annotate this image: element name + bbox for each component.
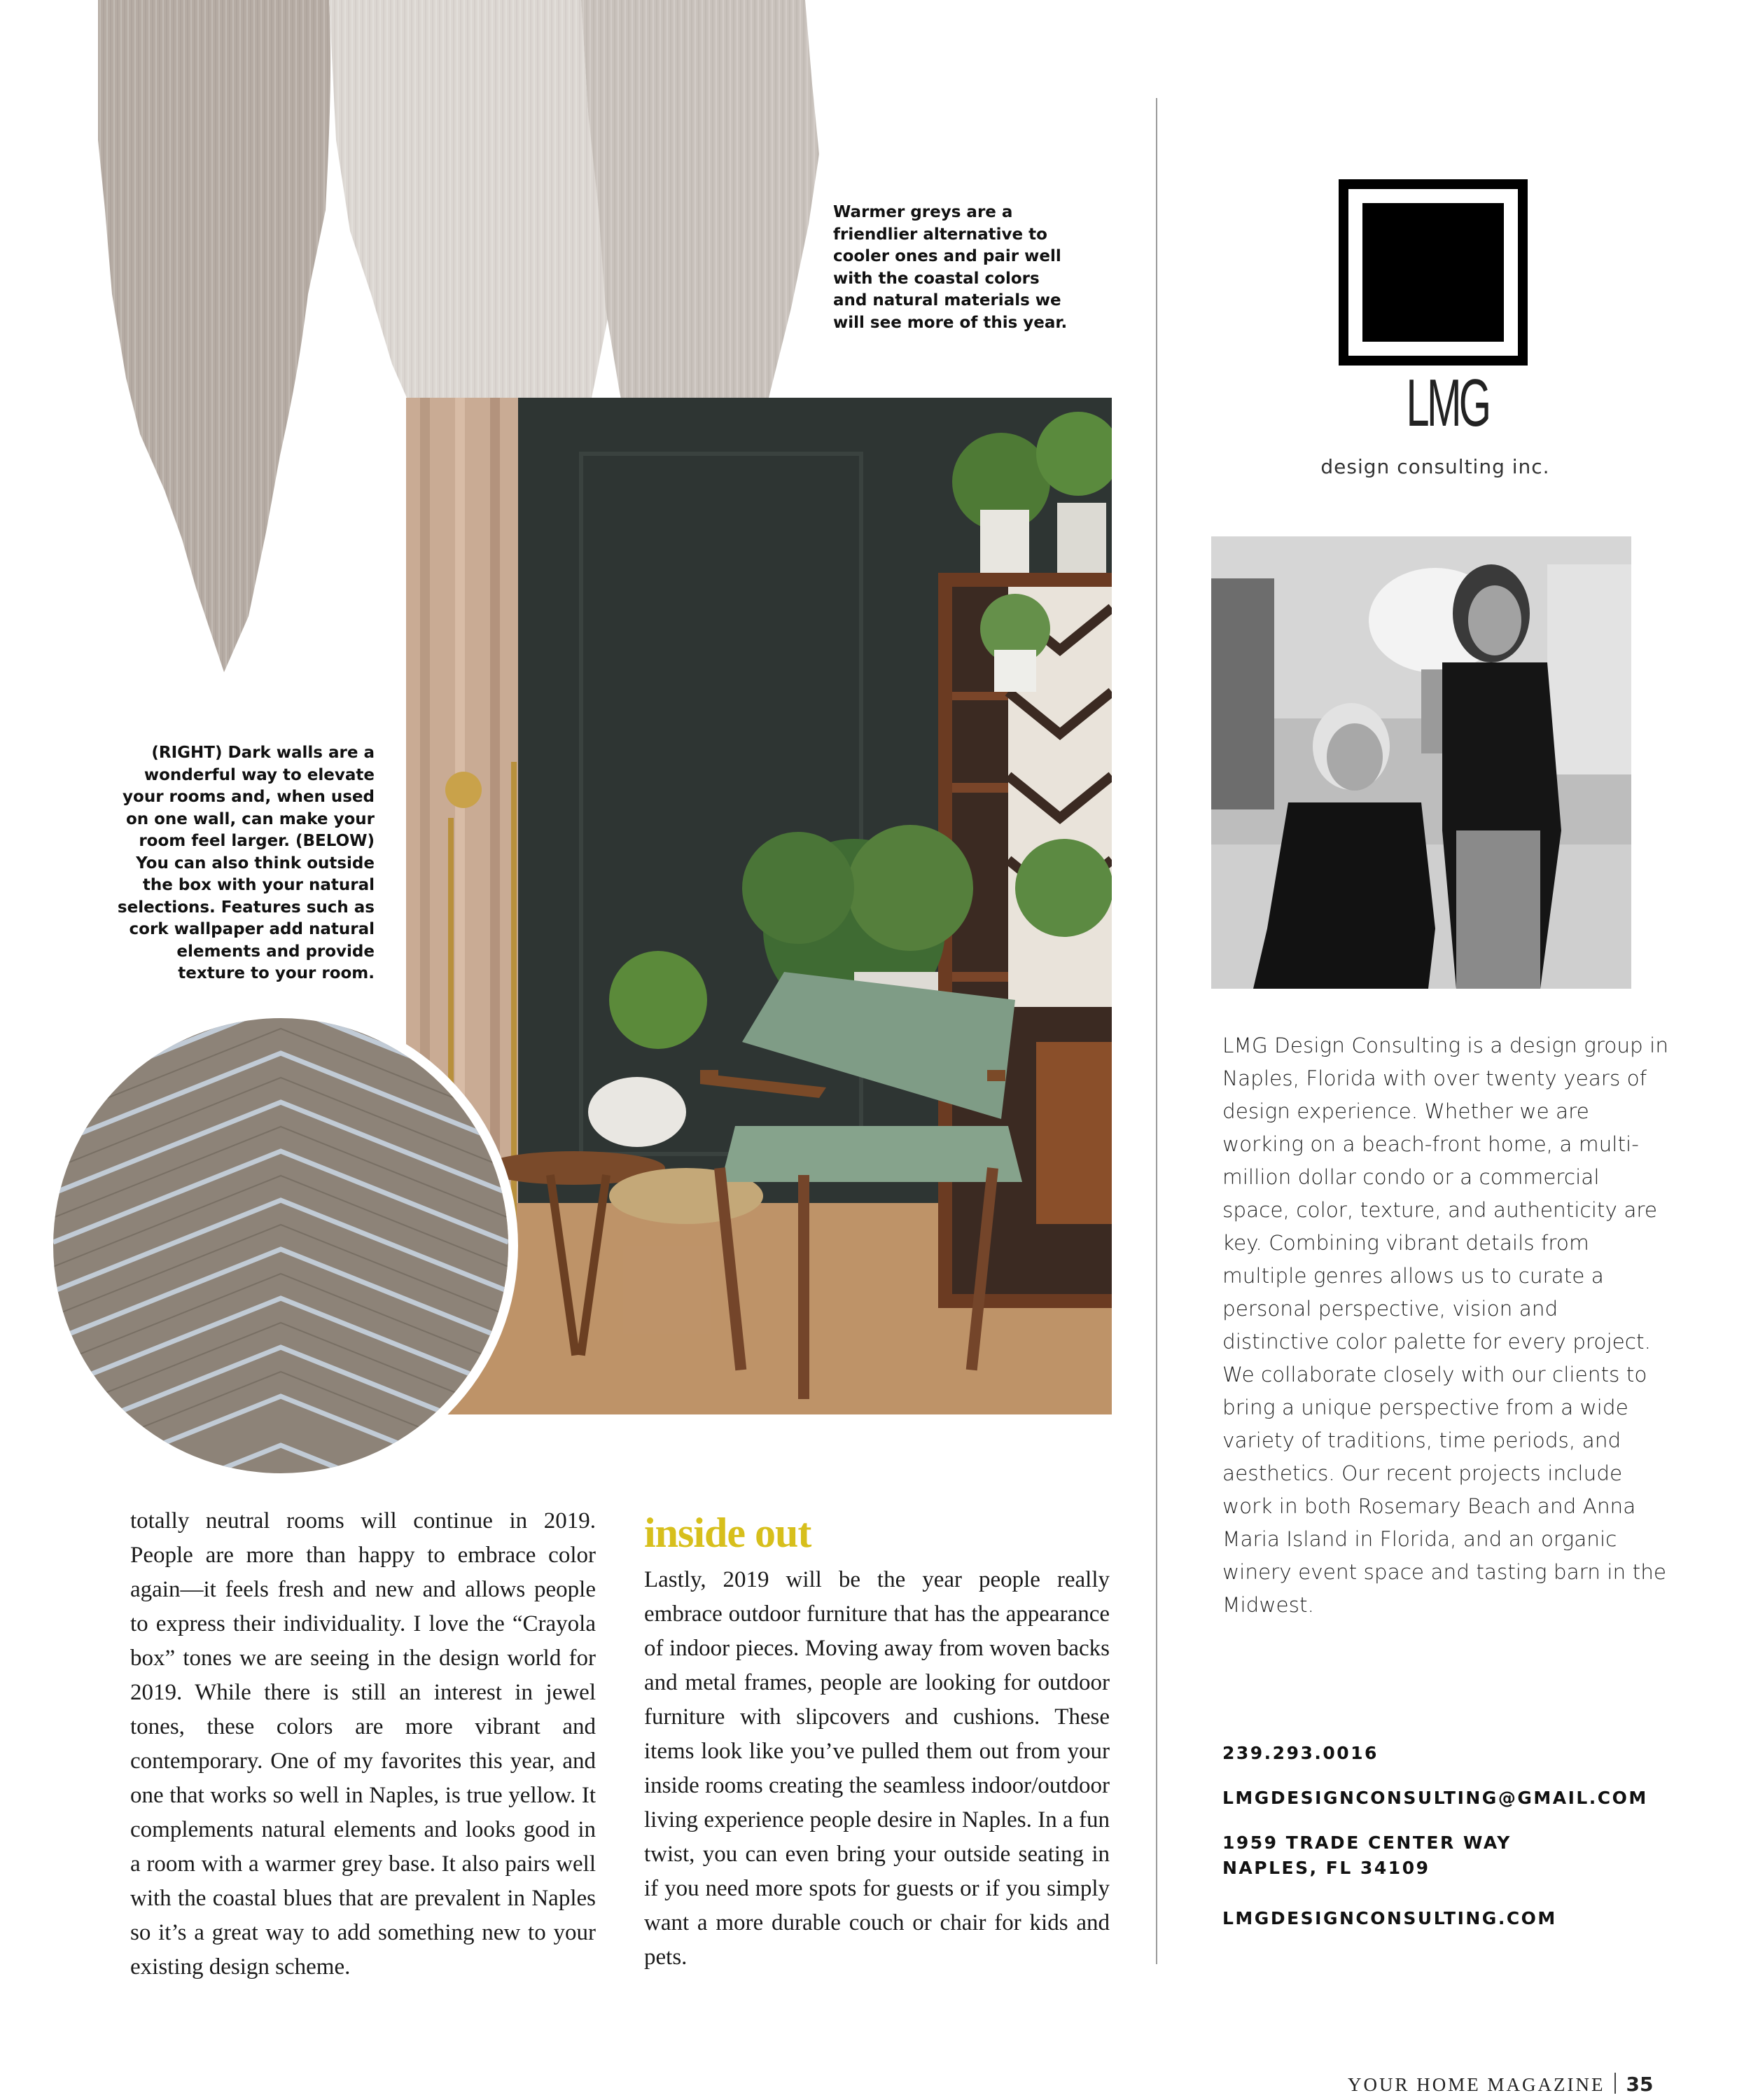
logo-wordmark: LMG bbox=[1406, 366, 1489, 440]
lmg-logo-mark bbox=[1339, 179, 1528, 366]
contact-website[interactable]: LMGDESIGNCONSULTING.COM bbox=[1222, 1908, 1557, 1928]
logo-tagline: design consulting inc. bbox=[1320, 455, 1550, 478]
section-title-inside-out: inside out bbox=[644, 1510, 811, 1556]
company-bio: LMG Design Consulting is a design group in Naples, Florida with over twenty years of design experience. Whether we are working on a beach-front home, a multi-million dollar condo or a commercial space, color, texture, and authenticity are key. Combining vibrant details from multiple genres allows us to curate a personal perspective, vision and distinctive color palette for every project. We collaborate closely with our clients to bring a unique perspective from a wide variety of traditions, time periods, and aesthetics. Our recent projects include work in both Rosemary Beach and Anna Maria Island in Florida, and an organic winery event space and tasting barn in the Midwest. bbox=[1222, 1034, 1669, 1617]
article-column-left: totally neutral rooms will continue in 2019. People are more than happy to embrace color again—it feels fresh and new and allows people to express their individuality. I love the “Crayola box” tones we are seeing in the design world for 2019. While there is still an interest in jewel tones, these colors are more vibrant and contemporary. One of my favorites this year, and one that works so well in Naples, is true yellow. It complements natural elements and looks good in a room with a warmer grey base. It also pairs well with the coastal blues that are prevalent in Naples so it’s a great way to add something new to your existing design scheme. bbox=[130, 1508, 596, 1980]
contact-email[interactable]: LMGDESIGNCONSULTING@GMAIL.COM bbox=[1222, 1788, 1648, 1808]
magazine-name: YOUR HOME MAGAZINE bbox=[1348, 2074, 1605, 2095]
contact-address-line1: 1959 TRADE CENTER WAY bbox=[1222, 1833, 1512, 1853]
page-number: 35 bbox=[1626, 2073, 1654, 2096]
contact-address-line2: NAPLES, FL 34109 bbox=[1222, 1858, 1430, 1878]
cork-wallpaper-sample bbox=[43, 1008, 518, 1483]
column-divider bbox=[1156, 98, 1157, 1964]
caption-dark-walls: (RIGHT) Dark walls are a wonderful way to elevate your rooms and, when used on one wall, can make your room feel larger. (BELOW) You can also think outside the box with your natural selections. Features such as cork wallpaper add natural elements and provide texture to your room. bbox=[117, 744, 375, 982]
caption-warmer-greys: Warmer greys are a friendlier alternative to cooler ones and pair well with the coastal colors and natural materials we will see more of this year. bbox=[833, 203, 1068, 332]
designers-portrait-photo bbox=[1211, 536, 1631, 989]
contact-phone[interactable]: 239.293.0016 bbox=[1222, 1743, 1379, 1763]
page-footer bbox=[1348, 2073, 1653, 2096]
article-column-middle: Lastly, 2019 will be the year people really embrace outdoor furniture that has the appearance of indoor pieces. Moving away from woven backs and metal frames, people are looking for outdoor furniture with slipcovers and cushions. These items look like you’ve pulled them out from your inside rooms creating the seamless indoor/outdoor living experience people desire in Naples. In a fun twist, you can even bring your outside seating in if you need more spots for guests or if you simply want a more durable couch or chair for kids and pets. bbox=[644, 1567, 1110, 1970]
footer-separator bbox=[1614, 2073, 1616, 2094]
